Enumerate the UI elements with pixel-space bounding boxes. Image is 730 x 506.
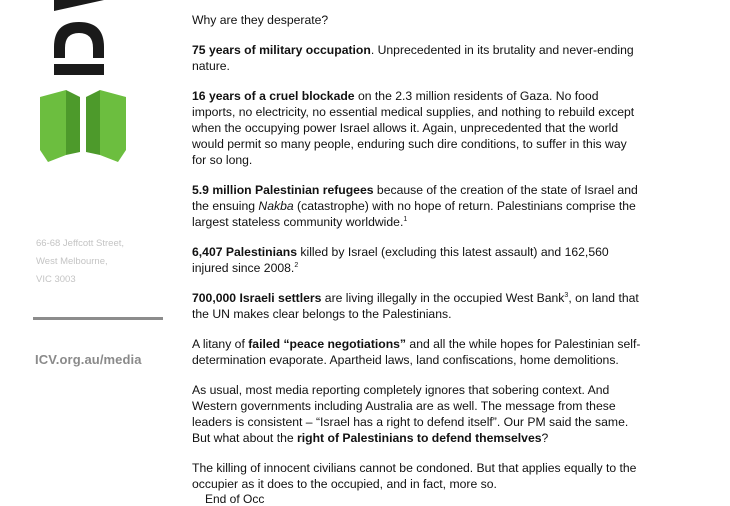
address-line: West Melbourne, xyxy=(36,256,108,267)
footnote-ref[interactable]: 1 xyxy=(403,216,408,223)
highlight-text: right of Palestinians to defend themselves xyxy=(297,431,542,445)
document-body xyxy=(192,12,642,506)
sidebar xyxy=(0,0,180,500)
paragraph-civilians: The killing of innocent civilians cannot be condoned. But that applies equally to the occupier as it does to the occupied, and in fact, more so. xyxy=(192,461,637,491)
paragraph-media: As usual, most media reporting completely ignores that sobering context. And Western governments including Australia are as well. The message from these leaders is consistent – “Israel has a right to defend itself”. Our PM said the same. But what about the right of Palestinians to defend themselves? xyxy=(192,383,629,445)
website-link[interactable]: ICV.org.au/media xyxy=(35,352,142,367)
paragraph-killed: 6,407 Palestinians killed by Israel (excluding this latest assault) and 162,560 injured since 2008.$^2$ xyxy=(192,245,609,275)
sidebar-divider xyxy=(33,317,163,320)
paragraph-settlers: 700,000 Israeli settlers are living illegally in the occupied West Bank$^3$, on land that the UN makes clear belongs to the Palestinians. xyxy=(192,291,639,321)
address-block xyxy=(36,235,176,289)
logo-green-mark xyxy=(40,90,126,162)
highlight-text: 5.9 million Palestinian refugees xyxy=(192,183,374,197)
paragraph-refugees: 5.9 million Palestinian refugees because of the creation of the state of Israel and the ensuing Nakba (catastrophe) with no hope of return. Palestinians comprise the largest stateless community worldwide.$^1$ xyxy=(192,183,638,229)
icv-logo xyxy=(34,0,134,170)
paragraph-blockade: 16 years of a cruel blockade on the 2.3 million residents of Gaza. No food imports, no electricity, no essential medical supplies, and nothing to rebuild except when the occupying power Israel allows it. Again, unprecedented that the world would permit so many people, enduring such dire conditions, to suffer in this way for so long. xyxy=(192,89,635,167)
highlight-text: 6,407 Palestinians xyxy=(192,245,298,259)
highlight-text: 75 years of military occupation xyxy=(192,43,371,57)
footnote-ref[interactable]: 3 xyxy=(564,292,569,299)
logo-wordmark-icv xyxy=(54,0,104,75)
address-line: 66-68 Jeffcott Street, xyxy=(36,238,125,249)
cutoff-heading: End of Occ xyxy=(205,492,265,503)
paragraph-occupation: 75 years of military occupation. Unprecedented in its brutality and never-ending nature. xyxy=(192,43,634,73)
highlight-text: 16 years of a cruel blockade xyxy=(192,89,355,103)
italic-term: Nakba xyxy=(258,199,294,213)
address-line: VIC 3003 xyxy=(36,274,76,285)
highlight-text: failed “peace negotiations” xyxy=(248,337,407,351)
footnote-ref[interactable]: 2 xyxy=(294,262,299,269)
intro-question: Why are they desperate? xyxy=(192,13,329,27)
paragraph-negotiations: A litany of failed “peace negotiations” and all the while hopes for Palestinian self-determination evaporate. Apartheid laws, land confiscations, home demolitions. xyxy=(192,337,641,367)
highlight-text: 700,000 Israeli settlers xyxy=(192,291,322,305)
